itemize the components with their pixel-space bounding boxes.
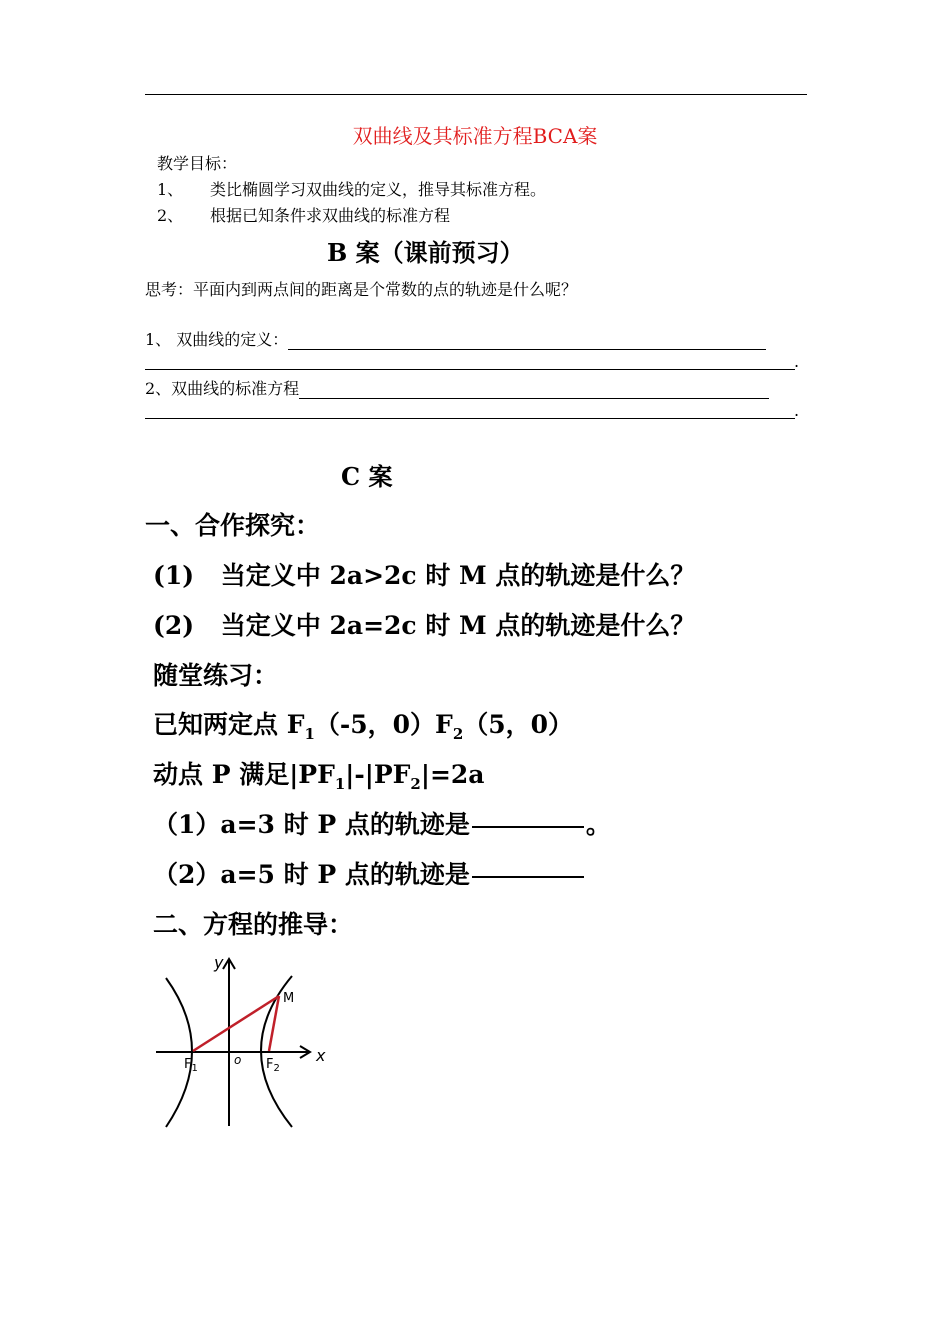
objectives-heading: 教学目标： [157, 154, 238, 173]
standard-equation-label: 2、双曲线的标准方程 [145, 379, 300, 398]
y-axis-label: y [214, 953, 224, 972]
moving-text-a: 动点 P 满足|PF [153, 760, 335, 789]
given-points [153, 705, 573, 743]
x-axis-label: x [316, 1046, 326, 1065]
origin-label: o [234, 1053, 242, 1067]
definition-period: . [794, 352, 800, 371]
exercise-1 [153, 805, 611, 841]
objective-2-num: 2、 [157, 206, 184, 225]
exercise-1-blank[interactable] [472, 826, 584, 828]
standard-equation-blank[interactable] [299, 382, 769, 399]
moving-text-b: |-|PF [345, 760, 411, 789]
pf2-subscript: 2 [410, 775, 421, 793]
standard-equation-blank-line-2[interactable] [145, 418, 795, 419]
definition-label: 1、 双曲线的定义： [145, 330, 289, 349]
question-2 [153, 606, 695, 642]
objective-1-text: 类比椭圆学习双曲线的定义，推导其标准方程。 [210, 180, 547, 199]
hyperbola-figure [150, 950, 350, 1135]
given-text-c: （5，0） [463, 710, 574, 739]
f1-label: $F_1$ [184, 1057, 198, 1074]
f1-subscript: 1 [304, 725, 315, 743]
exercise-1-end: 。 [585, 810, 611, 839]
objective-2-text: 根据已知条件求双曲线的标准方程 [210, 206, 451, 225]
exercise-1-text: （1）a=3 时 P 点的轨迹是 [153, 810, 470, 839]
exercise-2-text: （2）a=5 时 P 点的轨迹是 [153, 860, 470, 889]
c-section-heading: C 案 [341, 462, 393, 491]
f2-subscript: 2 [452, 725, 464, 743]
practice-heading: 随堂练习： [153, 661, 279, 690]
page-title: 双曲线及其标准方程BCA案 [352, 124, 598, 148]
b-section-heading: B 案（课前预习） [327, 238, 524, 267]
header-rule [145, 94, 807, 95]
question-1-text: 当定义中 2a>2c 时 M 点的轨迹是什么？ [220, 561, 696, 590]
standard-equation-period: . [794, 401, 800, 420]
part2-heading: 二、方程的推导： [153, 910, 354, 939]
think-question: 思考：平面内到两点间的距离是个常数的点的轨迹是什么呢？ [145, 280, 578, 299]
definition-blank[interactable] [288, 333, 766, 350]
objective-1-num: 1、 [157, 180, 184, 199]
exercise-2-blank[interactable] [472, 876, 584, 878]
m-point-label: M [283, 991, 295, 1006]
question-1-num: (1) [153, 561, 195, 590]
question-2-text: 当定义中 2a=2c 时 M 点的轨迹是什么？ [220, 611, 696, 640]
question-1 [153, 556, 695, 592]
question-2-num: (2) [153, 611, 195, 640]
part1-heading: 一、合作探究： [145, 511, 321, 540]
f2-label: $F_2$ [266, 1057, 280, 1074]
moving-point-condition [153, 755, 485, 793]
given-text-a: 已知两定点 F [153, 710, 305, 739]
standard-equation-question [145, 376, 769, 399]
definition-question [145, 327, 766, 350]
moving-text-c: |=2a [420, 760, 485, 789]
definition-blank-line-2[interactable] [145, 369, 795, 370]
pf1-subscript: 1 [334, 775, 346, 793]
given-text-b: （-5，0）F [314, 710, 453, 739]
exercise-2 [153, 855, 586, 891]
